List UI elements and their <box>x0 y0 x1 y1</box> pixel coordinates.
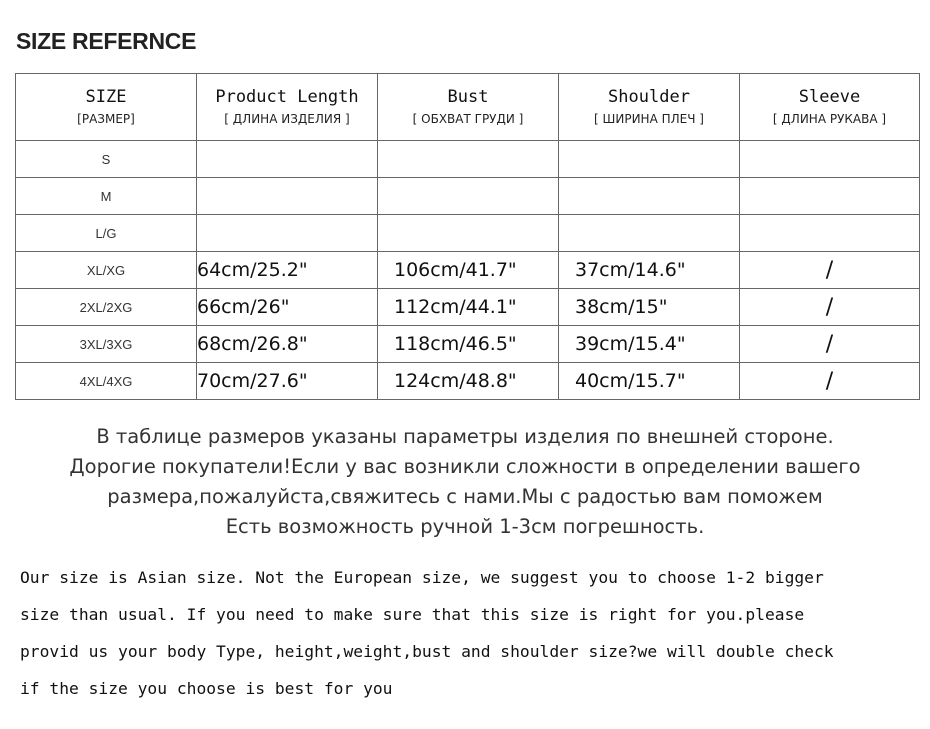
ru-note-line: Дорогие покупатели!Если у вас возникли сложности в определении вашего <box>69 455 861 478</box>
header-sublabel: [ ОБХВАТ ГРУДИ ] <box>412 112 524 126</box>
shoulder-cell: 39cm/15.4" <box>559 326 740 363</box>
length-cell: 64cm/25.2" <box>197 252 378 289</box>
length-cell: 70cm/27.6" <box>197 363 378 400</box>
header-sublabel: [ ДЛИНА РУКАВА ] <box>772 112 887 126</box>
bust-cell: 112cm/44.1" <box>378 289 559 326</box>
table-row-4xl <box>16 363 920 400</box>
russian-notes <box>0 422 930 542</box>
size-cell: L/G <box>16 215 197 252</box>
table-row-3xl <box>16 326 920 363</box>
size-chart-table <box>15 73 920 400</box>
bust-cell <box>378 178 559 215</box>
header-bust <box>378 74 559 141</box>
sleeve-cell: / <box>740 252 920 289</box>
bust-cell <box>378 141 559 178</box>
bust-cell: 106cm/41.7" <box>378 252 559 289</box>
shoulder-cell <box>559 141 740 178</box>
size-cell: 3XL/3XG <box>16 326 197 363</box>
header-label: Sleeve <box>798 87 861 107</box>
table-row-xl <box>16 252 920 289</box>
header-sleeve <box>740 74 920 141</box>
shoulder-cell: 40cm/15.7" <box>559 363 740 400</box>
header-label: Bust <box>447 87 489 107</box>
shoulder-cell: 38cm/15" <box>559 289 740 326</box>
table-header-row <box>16 74 920 141</box>
header-label: SIZE <box>85 87 127 107</box>
table-row-s <box>16 141 920 178</box>
en-note-line: provid us your body Type, height,weight,bust and shoulder size?we will double check <box>20 642 834 661</box>
en-note-line: if the size you choose is best for you <box>20 679 393 698</box>
length-cell <box>197 178 378 215</box>
sleeve-cell: / <box>740 289 920 326</box>
size-cell: S <box>16 141 197 178</box>
english-notes <box>20 559 920 707</box>
size-cell: 4XL/4XG <box>16 363 197 400</box>
shoulder-cell: 37cm/14.6" <box>559 252 740 289</box>
bust-cell: 124cm/48.8" <box>378 363 559 400</box>
bust-cell: 118cm/46.5" <box>378 326 559 363</box>
sleeve-cell: / <box>740 363 920 400</box>
header-sublabel: [РАЗМЕР] <box>77 112 135 126</box>
bust-cell <box>378 215 559 252</box>
length-cell <box>197 215 378 252</box>
sleeve-cell <box>740 215 920 252</box>
size-cell: XL/XG <box>16 252 197 289</box>
page-title: SIZE REFERNCE <box>16 28 197 54</box>
ru-note-line: размера,пожалуйста,свяжитесь с нами.Мы с радостью вам поможем <box>107 485 823 508</box>
sleeve-cell <box>740 141 920 178</box>
size-cell: M <box>16 178 197 215</box>
en-note-line: size than usual. If you need to make sure that this size is right for you.please <box>20 605 805 624</box>
header-size <box>16 74 197 141</box>
table-row-2xl <box>16 289 920 326</box>
sleeve-cell <box>740 178 920 215</box>
length-cell: 66cm/26" <box>197 289 378 326</box>
header-sublabel: [ ДЛИНА ИЗДЕЛИЯ ] <box>224 112 350 126</box>
header-label: Product Length <box>215 87 359 107</box>
shoulder-cell <box>559 178 740 215</box>
header-product-length <box>197 74 378 141</box>
length-cell <box>197 141 378 178</box>
ru-note-line: Есть возможность ручной 1-3см погрешность. <box>225 515 705 538</box>
table-row-lg <box>16 215 920 252</box>
header-label: Shoulder <box>608 87 690 107</box>
ru-note-line: В таблице размеров указаны параметры изделия по внешней стороне. <box>96 425 834 448</box>
length-cell: 68cm/26.8" <box>197 326 378 363</box>
header-shoulder <box>559 74 740 141</box>
shoulder-cell <box>559 215 740 252</box>
header-sublabel: [ ШИРИНА ПЛЕЧ ] <box>594 112 704 126</box>
en-note-line: Our size is Asian size. Not the European size, we suggest you to choose 1-2 bigger <box>20 568 824 587</box>
size-cell: 2XL/2XG <box>16 289 197 326</box>
sleeve-cell: / <box>740 326 920 363</box>
table-row-m <box>16 178 920 215</box>
